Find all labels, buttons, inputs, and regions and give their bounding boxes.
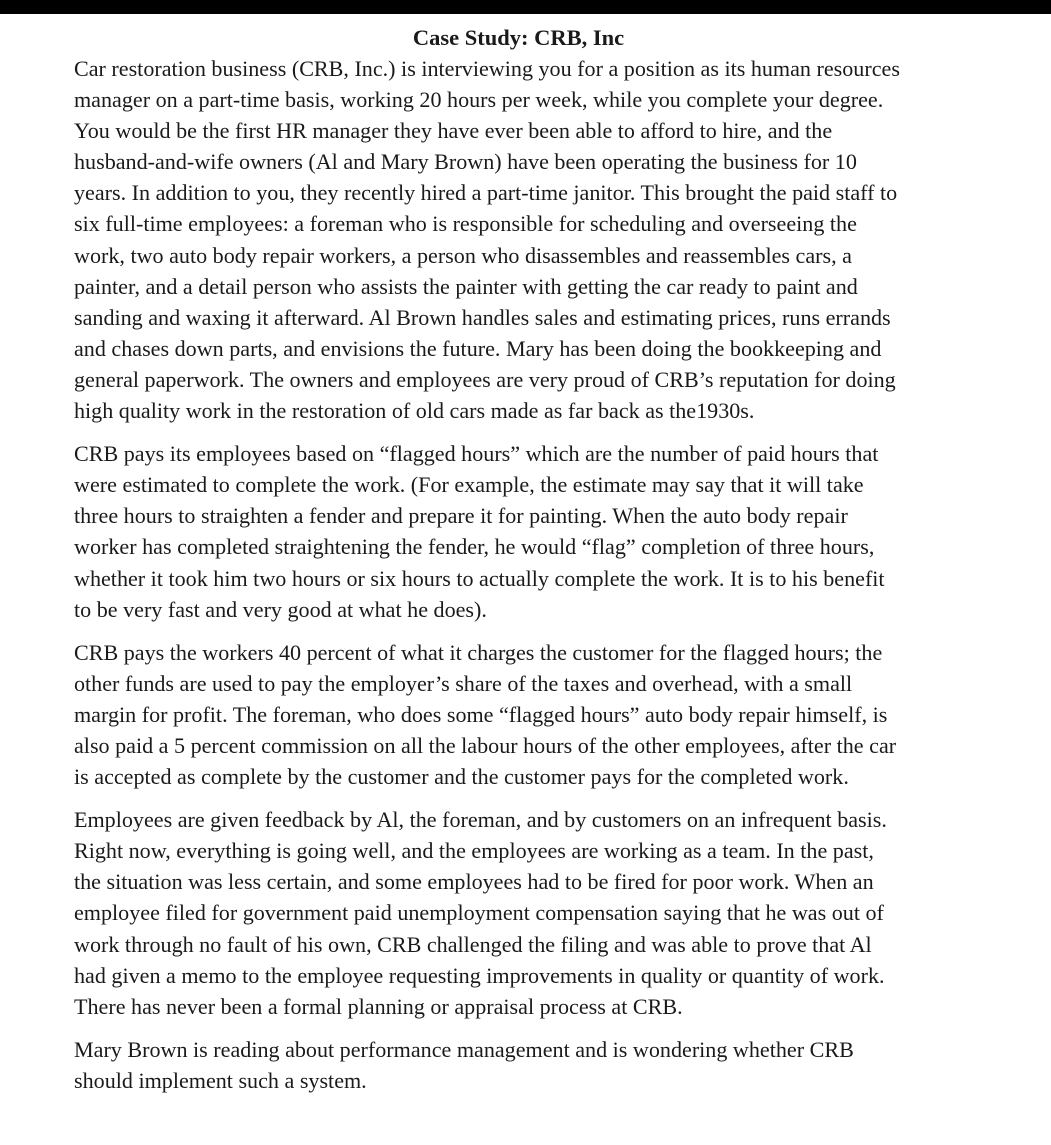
text-line: Right now, everything is going well, and the employees are working as a team. In the past,	[74, 838, 874, 864]
document-page	[74, 22, 959, 1108]
top-black-bar	[0, 0, 1051, 14]
paragraph-3	[74, 637, 959, 792]
text-line: high quality work in the restoration of old cars made as far back as the1930s.	[74, 398, 755, 424]
text-line: three hours to straighten a fender and prepare it for painting. When the auto body repair	[74, 503, 848, 529]
text-line: CRB pays the workers 40 percent of what it charges the customer for the flagged hours; the	[74, 639, 883, 665]
text-line: employee filed for government paid unemployment compensation saying that he was out of	[74, 900, 884, 926]
text-line: Mary Brown is reading about performance management and is wondering whether CRB	[74, 1036, 854, 1062]
text-line: whether it took him two hours or six hours to actually complete the work. It is to his benefit	[74, 565, 885, 591]
text-line: margin for profit. The foreman, who does some “flagged hours” auto body repair himself, is	[74, 701, 888, 727]
text-line: to be very fast and very good at what he does).	[74, 596, 487, 622]
text-line: is accepted as complete by the customer and the customer pays for the completed work.	[74, 764, 849, 790]
text-line: husband-and-wife owners (Al and Mary Brown) have been operating the business for 10	[74, 149, 857, 175]
text-line: also paid a 5 percent commission on all the labour hours of the other employees, after the car	[74, 732, 897, 758]
text-line: the situation was less certain, and some employees had to be fired for poor work. When an	[74, 869, 874, 895]
case-study-title: Case Study: CRB, Inc	[412, 25, 625, 50]
paragraph-1	[74, 53, 959, 426]
text-line: You would be the first HR manager they have ever been able to afford to hire, and the	[74, 118, 833, 144]
text-line: six full-time employees: a foreman who is responsible for scheduling and overseeing the	[74, 211, 857, 237]
text-line: worker has completed straightening the fender, he would “flag” completion of three hours,	[74, 534, 875, 560]
text-line: Car restoration business (CRB, Inc.) is interviewing you for a position as its human resources	[74, 56, 900, 81]
text-line: work through no fault of his own, CRB challenged the filing and was able to prove that Al	[74, 931, 872, 957]
text-line: There has never been a formal planning or appraisal process at CRB.	[74, 993, 683, 1019]
text-line: work, two auto body repair workers, a person who disassembles and reassembles cars, a	[74, 242, 852, 268]
text-line: other funds are used to pay the employer’s share of the taxes and overhead, with a small	[74, 670, 853, 696]
text-line: general paperwork. The owners and employees are very proud of CRB’s reputation for doing	[74, 366, 896, 392]
text-line: should implement such a system.	[74, 1067, 367, 1093]
text-line: years. In addition to you, they recently hired a part-time janitor. This brought the paid staff to	[74, 180, 898, 206]
text-line: painter, and a detail person who assists the painter with getting the car ready to paint and	[74, 273, 858, 299]
text-line: CRB pays its employees based on “flagged hours” which are the number of paid hours that	[74, 441, 879, 467]
paragraph-2	[74, 438, 959, 625]
text-line: Employees are given feedback by Al, the foreman, and by customers on an infrequent basis.	[74, 807, 887, 833]
text-line: had given a memo to the employee requesting improvements in quality or quantity of work.	[74, 962, 885, 988]
text-line: sanding and waxing it afterward. Al Brown handles sales and estimating prices, runs errands	[74, 304, 891, 330]
text-line: were estimated to complete the work. (For example, the estimate may say that it will take	[74, 472, 864, 498]
text-line: and chases down parts, and envisions the future. Mary has been doing the bookkeeping and	[74, 335, 882, 361]
paragraph-4	[74, 804, 959, 1022]
paragraph-5	[74, 1034, 959, 1096]
text-line: manager on a part-time basis, working 20 hours per week, while you complete your degree.	[74, 87, 884, 113]
